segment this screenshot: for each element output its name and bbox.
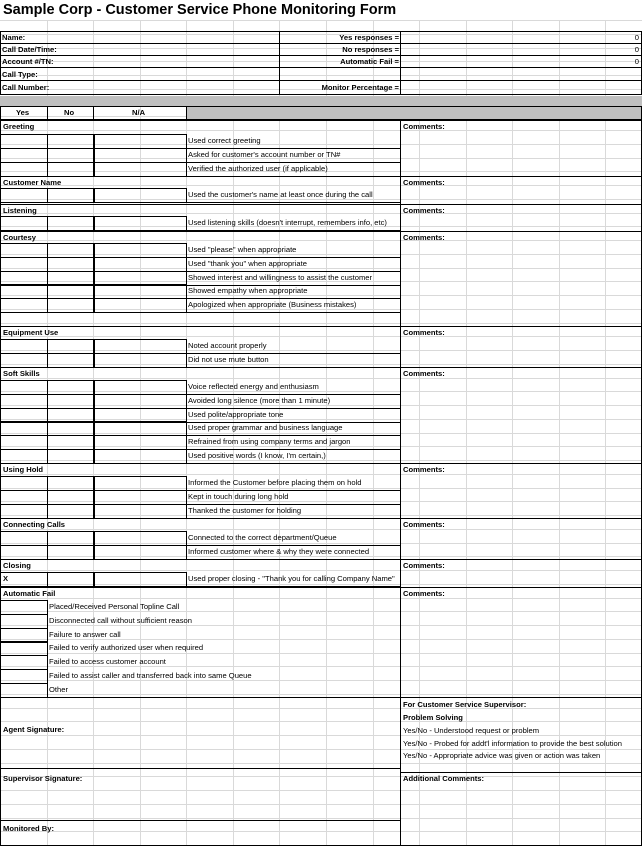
problem-solving-item-1: Yes/No - Understood request or problem	[403, 726, 540, 735]
agent-signature-label: Agent Signature:	[3, 725, 65, 734]
using_hold-yes-checkbox-2[interactable]	[0, 490, 48, 505]
criterion-underline	[186, 490, 400, 491]
connecting_calls-yes-checkbox-2[interactable]	[0, 545, 48, 560]
criterion-underline	[186, 545, 400, 546]
courtesy-yes-checkbox-4[interactable]	[0, 284, 48, 299]
soft_skills-no-checkbox-6[interactable]	[47, 449, 95, 464]
yes-responses-label: Yes responses =	[339, 33, 399, 42]
criterion-customer_name-1: Used the customer's name at least once during the call	[188, 190, 373, 199]
info-border	[0, 94, 642, 95]
listening-na-checkbox-1[interactable]	[93, 216, 187, 231]
criterion-soft_skills-5: Refrained from using company terms and jargon	[188, 437, 351, 446]
courtesy-no-checkbox-5[interactable]	[47, 298, 95, 313]
greeting-na-checkbox-1[interactable]	[93, 134, 187, 149]
automatic-fail-item-3: Failure to answer call	[49, 630, 121, 639]
signature-line	[0, 768, 400, 769]
additional-comments-label: Additional Comments:	[403, 774, 484, 783]
soft_skills-na-checkbox-4[interactable]	[93, 421, 187, 436]
soft_skills-yes-checkbox-4[interactable]	[0, 421, 48, 436]
problem-solving-yes-no-2[interactable]	[401, 738, 429, 749]
using_hold-no-checkbox-1[interactable]	[47, 476, 95, 491]
automatic-fail-checkbox-4[interactable]	[0, 641, 48, 656]
comments-field-connecting_calls[interactable]	[401, 531, 640, 558]
connecting_calls-yes-checkbox-1[interactable]	[0, 531, 48, 546]
grid-line	[0, 708, 642, 709]
grid-line	[0, 336, 642, 337]
criterion-equipment_use-1: Noted account properly	[188, 341, 267, 350]
criterion-courtesy-3: Showed interest and willingness to assist the customer	[188, 273, 373, 282]
connecting_calls-no-checkbox-2[interactable]	[47, 545, 95, 560]
automatic-fail-item-1: Placed/Received Personal Topline Call	[49, 602, 180, 611]
grid-line	[0, 749, 642, 750]
grid-line	[0, 213, 642, 214]
customer_name-yes-checkbox-1[interactable]	[0, 188, 48, 203]
soft_skills-no-checkbox-2[interactable]	[47, 394, 95, 409]
soft_skills-na-checkbox-2[interactable]	[93, 394, 187, 409]
section-border	[0, 204, 642, 205]
closing-yes-mark: X	[3, 574, 9, 583]
problem-solving-yes-no-1[interactable]	[401, 725, 429, 736]
call-type-field[interactable]	[70, 68, 278, 79]
criterion-courtesy-2: Used "thank you" when appropriate	[188, 259, 307, 268]
criterion-underline	[186, 162, 400, 163]
additional-comments-field[interactable]	[401, 785, 640, 845]
call-date-time-field[interactable]	[70, 44, 278, 54]
equipment_use-na-checkbox-2[interactable]	[93, 353, 187, 368]
grid-line	[0, 763, 642, 764]
criterion-underline	[186, 148, 400, 149]
info-border	[400, 31, 401, 95]
form-title: Sample Corp - Customer Service Phone Monitoring Form	[3, 2, 397, 18]
greeting-na-checkbox-3[interactable]	[93, 162, 187, 177]
grid-line	[0, 529, 642, 530]
comments-label-soft_skills: Comments:	[403, 369, 445, 378]
section-title-closing: Closing	[3, 561, 31, 570]
equipment_use-yes-checkbox-2[interactable]	[0, 353, 48, 368]
criterion-courtesy-4: Showed empathy when appropriate	[188, 286, 308, 295]
grid-line	[0, 20, 642, 21]
automatic-fail-item-6: Failed to assist caller and transferred back into same Queue	[49, 671, 252, 680]
connecting_calls-na-checkbox-1[interactable]	[93, 531, 187, 546]
criterion-greeting-2: Asked for customer's account number or TN#	[188, 150, 341, 159]
closing-no-checkbox-1[interactable]	[47, 572, 95, 587]
grid-line	[0, 378, 642, 379]
section-title-customer_name: Customer Name	[3, 178, 62, 187]
criterion-underline	[186, 408, 400, 409]
call-date-time-label: Call Date/Time:	[2, 45, 57, 54]
yes-column-header: Yes	[16, 108, 30, 117]
automatic-fail-item-4: Failed to verify authorized user when required	[49, 643, 204, 652]
supervisor-signature-label: Supervisor Signature:	[3, 774, 83, 783]
criterion-underline	[186, 257, 400, 258]
using_hold-yes-checkbox-1[interactable]	[0, 476, 48, 491]
section-title-using_hold: Using Hold	[3, 465, 44, 474]
section-border	[0, 463, 642, 464]
soft_skills-na-checkbox-5[interactable]	[93, 435, 187, 450]
info-border	[0, 31, 1, 95]
greeting-no-checkbox-2[interactable]	[47, 148, 95, 163]
grid-line	[0, 185, 642, 186]
criterion-underline	[186, 504, 400, 505]
account-field[interactable]	[70, 56, 278, 66]
na-column-header: N/A	[132, 108, 146, 117]
comments-label-connecting_calls: Comments:	[403, 520, 445, 529]
yes-responses-value: 0	[634, 33, 639, 42]
using_hold-na-checkbox-1[interactable]	[93, 476, 187, 491]
listening-no-checkbox-1[interactable]	[47, 216, 95, 231]
soft_skills-yes-checkbox-6[interactable]	[0, 449, 48, 464]
criterion-using_hold-2: Kept in touch during long hold	[188, 492, 289, 501]
section-border	[0, 326, 642, 327]
comments-label-equipment_use: Comments:	[403, 328, 445, 337]
criterion-listening-1: Used listening skills (doesn't interrupt, remembers info, etc)	[188, 218, 387, 227]
no-responses-label: No responses =	[342, 45, 399, 54]
equipment_use-yes-checkbox-1[interactable]	[0, 339, 48, 354]
soft_skills-no-checkbox-4[interactable]	[47, 421, 95, 436]
criterion-underline	[186, 271, 400, 272]
monitored-by-label: Monitored By:	[3, 824, 55, 833]
equipment_use-no-checkbox-2[interactable]	[47, 353, 95, 368]
grid-line	[0, 474, 642, 475]
comments-label-closing: Comments:	[403, 561, 445, 570]
column-header-border	[47, 106, 48, 119]
comments-label-customer_name: Comments:	[403, 178, 445, 187]
using_hold-no-checkbox-2[interactable]	[47, 490, 95, 505]
soft_skills-na-checkbox-1[interactable]	[93, 380, 187, 395]
call-number-label: Call Number:	[2, 83, 50, 92]
criterion-underline	[186, 298, 400, 299]
greeting-yes-checkbox-2[interactable]	[0, 148, 48, 163]
section-title-soft_skills: Soft Skills	[3, 369, 40, 378]
criterion-underline	[186, 353, 400, 354]
comments-field-using_hold[interactable]	[401, 476, 640, 517]
courtesy-no-checkbox-1[interactable]	[47, 243, 95, 258]
criterion-underline	[186, 312, 400, 313]
comments-field-soft_skills[interactable]	[401, 380, 640, 462]
criterion-courtesy-5: Apologized when appropriate (Business mistakes)	[188, 300, 357, 309]
courtesy-no-checkbox-2[interactable]	[47, 257, 95, 272]
section-border	[0, 559, 642, 560]
courtesy-yes-checkbox-2[interactable]	[0, 257, 48, 272]
info-border	[279, 31, 280, 95]
using_hold-na-checkbox-3[interactable]	[93, 504, 187, 519]
criterion-soft_skills-1: Voice reflected energy and enthusiasm	[188, 382, 319, 391]
supervisor-heading: For Customer Service Supervisor:	[403, 700, 527, 709]
comments-label-using_hold: Comments:	[403, 465, 445, 474]
section-border	[0, 518, 642, 519]
grid-line	[0, 570, 642, 571]
criterion-greeting-1: Used correct greeting	[188, 136, 261, 145]
name-label: Name:	[2, 33, 26, 42]
automatic-fail-label: Automatic Fail =	[340, 57, 399, 66]
courtesy-na-checkbox-4[interactable]	[93, 284, 187, 299]
greeting-yes-checkbox-1[interactable]	[0, 134, 48, 149]
monitor-percentage-label: Monitor Percentage =	[321, 83, 399, 92]
criterion-using_hold-3: Thanked the customer for holding	[188, 506, 302, 515]
section-title-equipment_use: Equipment Use	[3, 328, 59, 337]
section-border	[0, 587, 642, 588]
section-border	[0, 367, 642, 368]
criterion-using_hold-1: Informed the Customer before placing them on hold	[188, 478, 362, 487]
automatic-fail-checkbox-6[interactable]	[0, 669, 48, 684]
problem-solving-item-2: Yes/No - Probed for addt'l information to provide the best solution	[403, 738, 622, 748]
header-shade	[186, 96, 642, 120]
section-border	[0, 120, 642, 121]
no-responses-value: 0	[634, 45, 639, 54]
connecting_calls-na-checkbox-2[interactable]	[93, 545, 187, 560]
criterion-underline	[186, 202, 400, 203]
courtesy-na-checkbox-5[interactable]	[93, 298, 187, 313]
soft_skills-na-checkbox-6[interactable]	[93, 449, 187, 464]
criterion-courtesy-1: Used "please" when appropriate	[188, 245, 297, 254]
criterion-closing-1: Used proper closing - "Thank you for calling Company Name"	[188, 574, 395, 583]
automatic-fail-item-7: Other	[49, 685, 68, 694]
automatic-fail-checkbox-1[interactable]	[0, 600, 48, 615]
courtesy-no-checkbox-4[interactable]	[47, 284, 95, 299]
criterion-soft_skills-3: Used polite/appropriate tone	[188, 410, 284, 419]
automatic-fail-checkbox-7[interactable]	[0, 683, 48, 698]
criterion-soft_skills-4: Used proper grammar and business language	[188, 423, 343, 432]
comments-field-greeting[interactable]	[401, 133, 640, 175]
comments-label-greeting: Comments:	[403, 122, 445, 131]
column-header-border	[186, 106, 187, 119]
section-border	[0, 176, 642, 177]
automatic-fail-checkbox-2[interactable]	[0, 614, 48, 629]
using_hold-na-checkbox-2[interactable]	[93, 490, 187, 505]
soft_skills-no-checkbox-5[interactable]	[47, 435, 95, 450]
courtesy-na-checkbox-2[interactable]	[93, 257, 187, 272]
monitored-by-field[interactable]	[70, 821, 390, 835]
greeting-no-checkbox-3[interactable]	[47, 162, 95, 177]
connecting_calls-no-checkbox-1[interactable]	[47, 531, 95, 546]
greeting-no-checkbox-1[interactable]	[47, 134, 95, 149]
automatic-fail-checkbox-5[interactable]	[0, 655, 48, 670]
section-border	[0, 231, 642, 232]
using_hold-yes-checkbox-3[interactable]	[0, 504, 48, 519]
problem-solving-label: Problem Solving	[403, 713, 463, 722]
problem-solving-yes-no-3[interactable]	[401, 750, 429, 761]
criterion-underline	[186, 394, 400, 395]
criterion-greeting-3: Verified the authorized user (if applicable)	[188, 164, 328, 173]
name-field[interactable]	[70, 32, 278, 42]
column-header-border	[93, 106, 94, 119]
comments-label-automatic_fail: Comments:	[403, 589, 445, 598]
section-title-listening: Listening	[3, 206, 37, 215]
section-title-greeting: Greeting	[3, 122, 35, 131]
criterion-underline	[186, 449, 400, 450]
account-label: Account #/TN:	[2, 57, 54, 66]
automatic-fail-item-2: Disconnected call without sufficient reason	[49, 616, 192, 625]
section-title-automatic_fail: Automatic Fail	[3, 589, 56, 598]
customer_name-no-checkbox-1[interactable]	[47, 188, 95, 203]
using_hold-no-checkbox-3[interactable]	[47, 504, 95, 519]
grid-line	[0, 598, 642, 599]
courtesy-yes-checkbox-1[interactable]	[0, 243, 48, 258]
soft_skills-yes-checkbox-5[interactable]	[0, 435, 48, 450]
section-border	[0, 697, 642, 698]
problem-solving-item-3: Yes/No - Appropriate advice was given or action was taken	[403, 751, 601, 760]
criterion-underline	[186, 435, 400, 436]
greeting-yes-checkbox-3[interactable]	[0, 162, 48, 177]
comments-field-equipment_use[interactable]	[401, 339, 640, 366]
courtesy-na-checkbox-1[interactable]	[93, 243, 187, 258]
grid-line	[0, 130, 642, 131]
agent-signature-field[interactable]	[90, 722, 390, 736]
listening-yes-checkbox-1[interactable]	[0, 216, 48, 231]
automatic-fail-item-5: Failed to access customer account	[49, 657, 166, 666]
criterion-soft_skills-2: Avoided long silence (more than 1 minute)	[188, 396, 331, 405]
column-header-border	[0, 106, 642, 107]
comments-field-listening[interactable]	[401, 217, 640, 230]
courtesy-yes-checkbox-5[interactable]	[0, 298, 48, 313]
comments-field-automatic_fail[interactable]	[401, 600, 640, 696]
comments-label-listening: Comments:	[403, 206, 445, 215]
customer_name-na-checkbox-1[interactable]	[93, 188, 187, 203]
comments-field-courtesy[interactable]	[401, 244, 640, 325]
soft_skills-no-checkbox-1[interactable]	[47, 380, 95, 395]
criterion-soft_skills-6: Used positive words (I know, I'm certain,)	[188, 451, 326, 460]
section-title-connecting_calls: Connecting Calls	[3, 520, 66, 529]
closing-na-checkbox-1[interactable]	[93, 572, 187, 587]
soft_skills-yes-checkbox-2[interactable]	[0, 394, 48, 409]
section-border	[400, 772, 642, 773]
supervisor-signature-field[interactable]	[100, 771, 390, 785]
comments-label-courtesy: Comments:	[403, 233, 445, 242]
call-number-field[interactable]	[70, 81, 278, 93]
grid-line	[0, 240, 642, 241]
automatic-fail-value: 0	[634, 57, 639, 66]
criterion-equipment_use-2: Did not use mute button	[188, 355, 269, 364]
greeting-na-checkbox-2[interactable]	[93, 148, 187, 163]
section-title-courtesy: Courtesy	[3, 233, 36, 242]
header-shade-left	[0, 96, 186, 106]
soft_skills-yes-checkbox-1[interactable]	[0, 380, 48, 395]
equipment_use-no-checkbox-1[interactable]	[47, 339, 95, 354]
comments-field-closing[interactable]	[401, 572, 640, 586]
criterion-connecting_calls-2: Informed customer where & why they were connected	[188, 547, 370, 556]
criterion-connecting_calls-1: Connected to the correct department/Queue	[188, 533, 337, 542]
call-type-label: Call Type:	[2, 70, 38, 79]
comments-field-customer_name[interactable]	[401, 189, 640, 203]
no-column-header: No	[64, 108, 75, 117]
equipment_use-na-checkbox-1[interactable]	[93, 339, 187, 354]
